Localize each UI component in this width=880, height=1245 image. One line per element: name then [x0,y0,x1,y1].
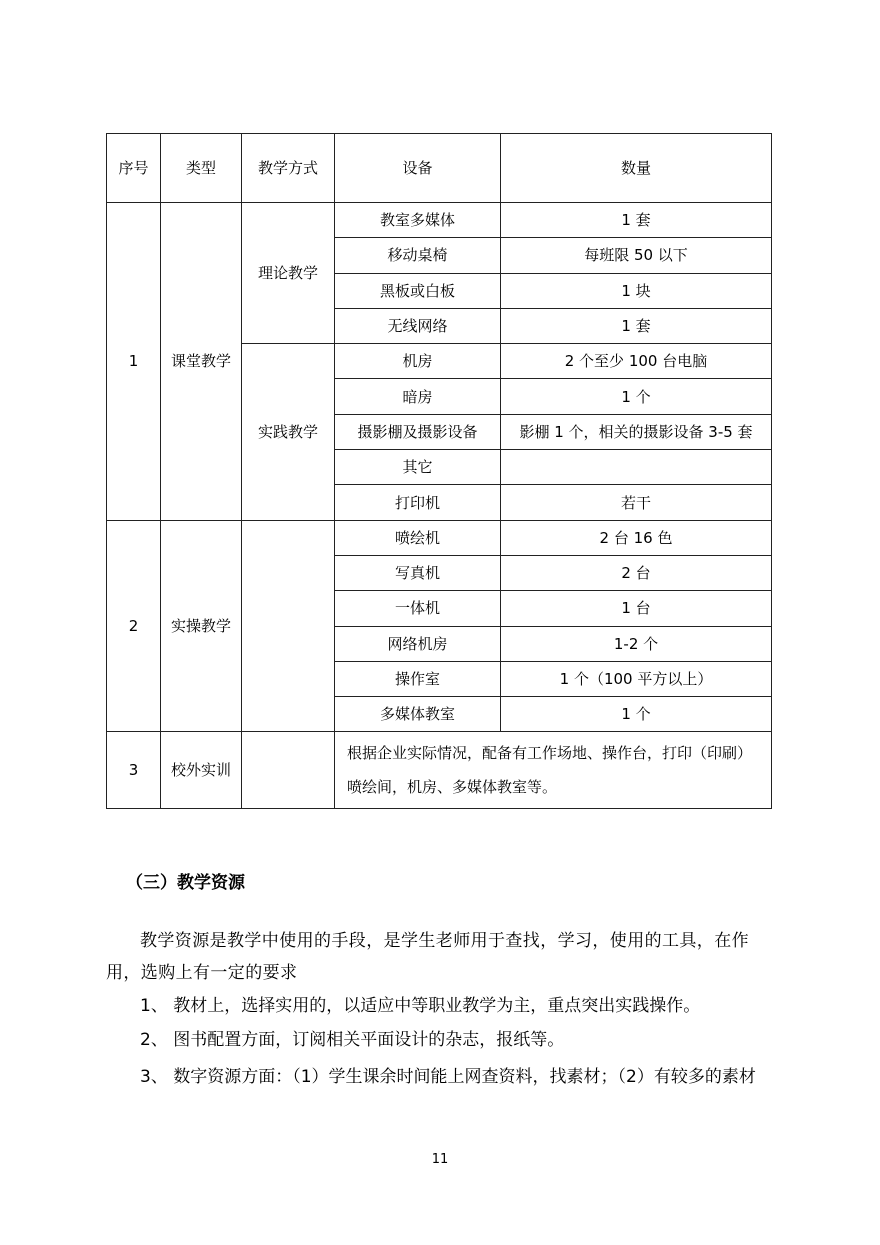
cell-equipment: 摄影棚及摄影设备 [335,414,501,449]
cell-equipment: 黑板或白板 [335,273,501,308]
cell-mode: 理论教学 [242,203,335,344]
cell-no: 3 [107,732,161,809]
cell-no: 2 [107,520,161,732]
cell-equipment: 暗房 [335,379,501,414]
cell-quantity: 1 个 [501,379,772,414]
cell-equipment: 其它 [335,450,501,485]
cell-quantity: 1 块 [501,273,772,308]
cell-type: 校外实训 [161,732,242,809]
equipment-table [106,133,772,809]
cell-quantity [501,450,772,485]
cell-quantity: 1 台 [501,591,772,626]
table-row [107,520,772,555]
intro-paragraph: 教学资源是教学中使用的手段，是学生老师用于查找，学习，使用的工具，在作用，选购上有一定的要求 [106,931,749,983]
cell-equipment: 教室多媒体 [335,203,501,238]
list-item: 1、 教材上，选择实用的，以适应中等职业教学为主，重点突出实践操作。 [140,996,701,1016]
header-cell-mode: 教学方式 [242,134,335,203]
cell-quantity: 1 个 [501,697,772,732]
list-item: 3、 数字资源方面：（1）学生课余时间能上网查资料，找素材；（2）有较多的素材 [140,1067,756,1087]
page-number: 11 [431,1152,449,1167]
cell-quantity: 若干 [501,485,772,520]
cell-equipment: 网络机房 [335,626,501,661]
cell-remark: 根据企业实际情况，配备有工作场地、操作台，打印（印刷）喷绘间，机房、多媒体教室等。 [335,732,772,809]
table-row [107,732,772,809]
cell-equipment: 移动桌椅 [335,238,501,273]
cell-type: 课堂教学 [161,203,242,521]
cell-equipment: 喷绘机 [335,520,501,555]
header-cell-equipment: 设备 [335,134,501,203]
section-heading: （三）教学资源 [126,873,245,893]
cell-no: 1 [107,203,161,521]
cell-mode [242,520,335,732]
header-cell-no: 序号 [107,134,161,203]
header-cell-quantity: 数量 [501,134,772,203]
cell-equipment: 无线网络 [335,308,501,343]
cell-quantity: 每班限 50 以下 [501,238,772,273]
cell-quantity: 1-2 个 [501,626,772,661]
cell-equipment: 写真机 [335,555,501,590]
cell-equipment: 多媒体教室 [335,697,501,732]
cell-equipment: 操作室 [335,661,501,696]
cell-quantity: 2 台 [501,555,772,590]
cell-mode [242,732,335,809]
header-cell-type: 类型 [161,134,242,203]
cell-quantity: 1 个（100 平方以上） [501,661,772,696]
cell-equipment: 一体机 [335,591,501,626]
cell-quantity: 1 套 [501,308,772,343]
cell-equipment: 机房 [335,344,501,379]
cell-quantity: 1 套 [501,203,772,238]
table-header-row [107,134,772,203]
list-item: 2、 图书配置方面，订阅相关平面设计的杂志，报纸等。 [140,1030,565,1050]
cell-type: 实操教学 [161,520,242,732]
cell-equipment: 打印机 [335,485,501,520]
table-row [107,203,772,238]
cell-quantity: 2 个至少 100 台电脑 [501,344,772,379]
cell-quantity: 2 台 16 色 [501,520,772,555]
cell-quantity: 影棚 1 个，相关的摄影设备 3-5 套 [501,414,772,449]
cell-mode: 实践教学 [242,344,335,520]
